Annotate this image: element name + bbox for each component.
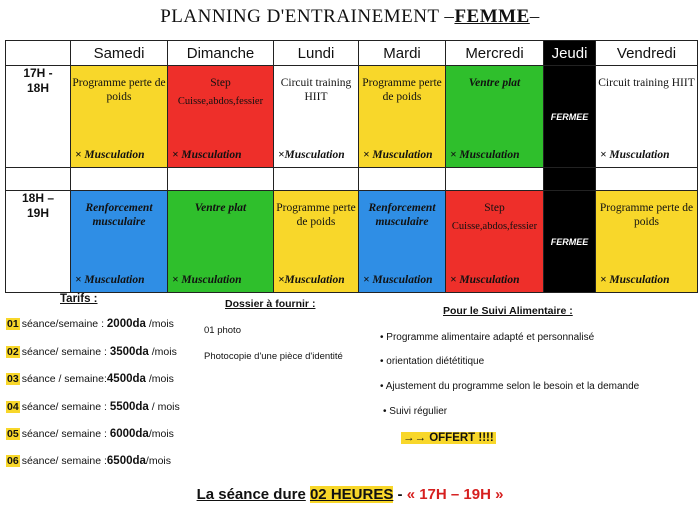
program-name: Step bbox=[484, 202, 505, 214]
title-prefix: PLANNING D'ENTRAINEMENT – bbox=[160, 6, 455, 27]
time-cell bbox=[6, 191, 71, 293]
day-header: Dimanche bbox=[168, 41, 274, 66]
suivi-heading: Pour le Suivi Alimentaire : bbox=[443, 305, 573, 317]
program-name: Ventre plat bbox=[194, 202, 247, 214]
tarif-price: 2000da bbox=[106, 318, 146, 330]
closed-cell bbox=[544, 66, 596, 168]
program-detail: Cuisse,abdos,fessier bbox=[177, 96, 264, 107]
session-cell bbox=[446, 66, 544, 168]
schedule-table bbox=[5, 40, 698, 293]
program-name: Renforcement musculaire bbox=[368, 202, 436, 228]
program-name: Circuit training HIIT bbox=[598, 77, 695, 89]
program-name: Programme perte de poids bbox=[276, 202, 356, 228]
tarif-label: séance / semaine: bbox=[21, 373, 107, 385]
gap-cell bbox=[274, 168, 359, 191]
day-header: Lundi bbox=[274, 41, 359, 66]
closed-label: FERMEE bbox=[550, 111, 589, 122]
session-cell bbox=[274, 191, 359, 293]
closed-gap-cell bbox=[544, 168, 596, 191]
day-header: Vendredi bbox=[596, 41, 698, 66]
gap-cell bbox=[6, 168, 71, 191]
suivi-item: • Ajustement du programme selon le besoin et la demande bbox=[380, 381, 640, 392]
session-cell-inner bbox=[71, 66, 167, 167]
program-name: Ventre plat bbox=[468, 77, 521, 89]
program-name: Programme perte de poids bbox=[599, 202, 694, 228]
session-cell-inner bbox=[596, 66, 697, 167]
closed-cell-inner bbox=[544, 191, 595, 292]
session-cell bbox=[596, 191, 698, 293]
session-cell-inner bbox=[168, 66, 273, 167]
tarif-unit: /mois bbox=[148, 428, 174, 440]
day-header: Jeudi bbox=[544, 41, 596, 66]
tarif-label: séance/semaine : bbox=[21, 318, 107, 330]
time-cell bbox=[6, 66, 71, 168]
session-cell bbox=[359, 191, 446, 293]
suivi-item: • Programme alimentaire adapté et personnalisé bbox=[380, 332, 595, 343]
tarif-count: 03 bbox=[7, 373, 19, 385]
musculation-label: × Musculation bbox=[75, 149, 145, 161]
title-highlight: FEMME bbox=[454, 6, 530, 27]
page-title bbox=[0, 6, 700, 28]
day-header: Mardi bbox=[359, 41, 446, 66]
tarif-row bbox=[6, 318, 174, 330]
time-label: 18H – 19H bbox=[21, 191, 55, 220]
tarif-price: 6500da bbox=[106, 455, 146, 467]
day-header: Mercredi bbox=[446, 41, 544, 66]
dossier-item: Photocopie d'une pièce d'identité bbox=[204, 351, 343, 362]
tarif-count: 05 bbox=[7, 428, 19, 440]
tarif-count: 01 bbox=[7, 318, 19, 330]
slot-row-1 bbox=[6, 66, 698, 168]
musculation-label: × Musculation bbox=[450, 274, 520, 286]
session-cell-inner bbox=[596, 191, 697, 292]
tarif-price: 5500da bbox=[109, 401, 149, 413]
title-suffix: – bbox=[529, 6, 540, 27]
musculation-label: × Musculation bbox=[75, 274, 145, 286]
program-name: Step bbox=[210, 77, 231, 89]
header-row bbox=[6, 41, 698, 66]
footer-prefix: La séance dure bbox=[196, 486, 306, 503]
program-name: Renforcement musculaire bbox=[85, 202, 153, 228]
tarif-price: 4500da bbox=[106, 373, 146, 385]
day-header: Samedi bbox=[71, 41, 168, 66]
session-cell-inner bbox=[274, 191, 358, 292]
program-detail: Cuisse,abdos,fessier bbox=[451, 221, 538, 232]
footer-duration: 02 HEURES bbox=[309, 486, 394, 503]
tarif-price: 3500da bbox=[109, 346, 149, 358]
tarif-unit: / mois bbox=[148, 401, 180, 413]
tarif-unit: /mois bbox=[145, 373, 174, 385]
closed-cell-inner bbox=[544, 66, 595, 167]
musculation-label: × Musculation bbox=[600, 149, 670, 161]
tarifs-heading: Tarifs : bbox=[60, 293, 98, 305]
session-cell-inner bbox=[446, 66, 543, 167]
tarif-count: 04 bbox=[7, 401, 19, 413]
session-cell-inner bbox=[274, 66, 358, 167]
footer-note bbox=[0, 486, 700, 503]
session-cell bbox=[71, 191, 168, 293]
session-cell bbox=[71, 66, 168, 168]
gap-cell bbox=[596, 168, 698, 191]
suivi-item: • orientation diététitique bbox=[380, 356, 485, 367]
musculation-label: × Musculation bbox=[450, 149, 520, 161]
program-name: Circuit training HIIT bbox=[280, 77, 352, 103]
session-cell-inner bbox=[359, 66, 445, 167]
corner-cell bbox=[6, 41, 71, 66]
gap-cell bbox=[71, 168, 168, 191]
musculation-label: × Musculation bbox=[363, 149, 433, 161]
footer-sep: - bbox=[393, 486, 407, 503]
suivi-item: • Suivi régulier bbox=[383, 406, 448, 417]
program-name: Programme perte de poids bbox=[362, 77, 442, 103]
session-cell-inner bbox=[168, 191, 273, 292]
gap-cell bbox=[168, 168, 274, 191]
session-cell-inner bbox=[359, 191, 445, 292]
closed-label: FERMEE bbox=[550, 236, 589, 247]
tarif-label: séance/ semaine : bbox=[21, 428, 110, 440]
dossier-heading: Dossier à fournir : bbox=[225, 298, 316, 310]
gap-cell bbox=[359, 168, 446, 191]
session-cell bbox=[359, 66, 446, 168]
session-cell bbox=[596, 66, 698, 168]
closed-cell bbox=[544, 191, 596, 293]
tarif-row bbox=[6, 401, 180, 413]
tarif-unit: /mois bbox=[148, 346, 177, 358]
musculation-label: × Musculation bbox=[600, 274, 670, 286]
session-cell bbox=[168, 191, 274, 293]
session-cell-inner bbox=[71, 191, 167, 292]
tarif-unit: /mois bbox=[145, 318, 174, 330]
musculation-label: × Musculation bbox=[172, 274, 242, 286]
gap-cell bbox=[446, 168, 544, 191]
footer-hours: « 17H – 19H » bbox=[406, 486, 504, 503]
musculation-label: ×Musculation bbox=[278, 149, 345, 161]
time-label: 17H - 18H bbox=[23, 66, 53, 95]
tarif-count: 06 bbox=[7, 455, 19, 467]
musculation-label: ×Musculation bbox=[278, 274, 345, 286]
session-cell bbox=[168, 66, 274, 168]
tarif-label: séance/ semaine : bbox=[21, 455, 107, 467]
slot-row-2 bbox=[6, 191, 698, 293]
gap-row bbox=[6, 168, 698, 191]
session-cell bbox=[274, 66, 359, 168]
tarif-label: séance/ semaine : bbox=[21, 401, 110, 413]
tarif-label: séance/ semaine : bbox=[21, 346, 110, 358]
dossier-item: 01 photo bbox=[204, 325, 241, 336]
tarif-row bbox=[6, 346, 177, 358]
musculation-label: × Musculation bbox=[172, 149, 242, 161]
tarif-price: 6000da bbox=[109, 428, 149, 440]
tarif-unit: /mois bbox=[145, 455, 172, 467]
tarif-row bbox=[6, 373, 174, 385]
musculation-label: × Musculation bbox=[363, 274, 433, 286]
tarif-row bbox=[6, 428, 174, 440]
tarif-count: 02 bbox=[7, 346, 19, 358]
tarif-row bbox=[6, 455, 171, 467]
session-cell-inner bbox=[446, 191, 543, 292]
program-name: Programme perte de poids bbox=[72, 77, 166, 103]
offer-badge: →→ OFFERT !!!! bbox=[403, 432, 494, 444]
session-cell bbox=[446, 191, 544, 293]
